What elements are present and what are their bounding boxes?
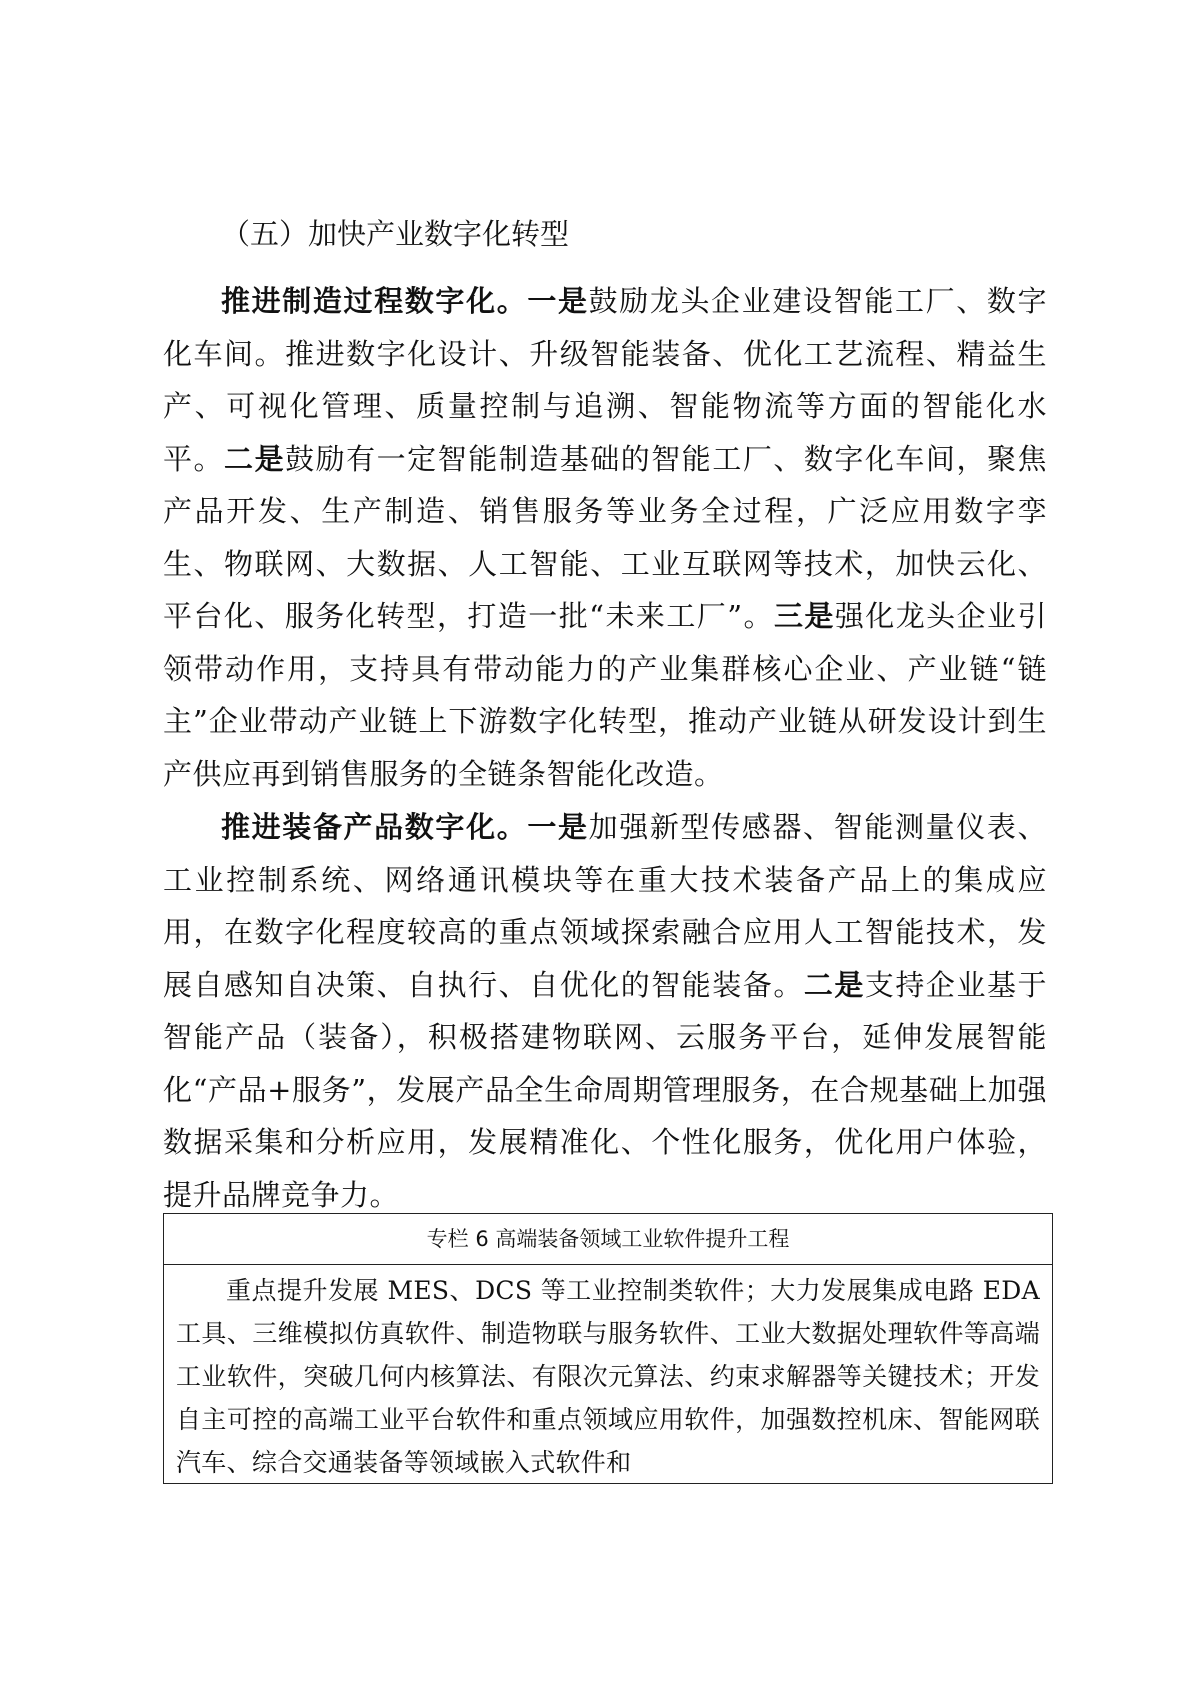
body-text — [163, 215, 1047, 1221]
paragraph-lead: 推进制造过程数字化。 — [221, 284, 528, 318]
item-marker: 一是 — [527, 284, 589, 318]
paragraph-manufacturing — [163, 275, 1047, 800]
section-heading: （五）加快产业数字化转型 — [221, 217, 570, 251]
paragraph-text: 加强新型传感器、智能测量仪表、工业控制系统、网络通讯模块等在重大技术装备产品上的集成应用，在数字化程度较高的重点领域探索融合应用人工智能技术，发展自感知自决策、自执行、自优化的智能装备。 — [163, 810, 1047, 1002]
column-box-title: 专栏 6 高端装备领域工业软件提升工程 — [164, 1214, 1052, 1265]
paragraph-text: 支持企业基于智能产品（装备），积极搭建物联网、云服务平台，延伸发展智能化“产品+服务”，发展产品全生命周期管理服务，在合规基础上加强数据采集和分析应用，发展精准化、个性化服务，优化用户体验，提升品牌竞争力。 — [163, 967, 1047, 1212]
paragraph-equipment — [163, 801, 1047, 1221]
column-box-body: 重点提升发展 MES、DCS 等工业控制类软件；大力发展集成电路 EDA 工具、三维模拟仿真软件、制造物联与服务软件、工业大数据处理软件等高端工业软件，突破几何内核算法、有限次元算法、约束求解器等关键技术；开发自主可控的高端工业平台软件和重点领域应用软件，加强数控机床、智能网联汽车、综合交通装备等领域嵌入式软件和 — [176, 1276, 1040, 1477]
item-marker: 三是 — [773, 599, 835, 633]
paragraph-text: 鼓励有一定智能制造基础的智能工厂、数字化车间，聚焦产品开发、生产制造、销售服务等业务全过程，广泛应用数字孪生、物联网、大数据、人工智能、工业互联网等技术，加快云化、平台化、服务化转型，打造一批“未来工厂”。 — [163, 441, 1047, 633]
item-marker: 二是 — [803, 967, 865, 1002]
column-box — [163, 1213, 1053, 1484]
paragraph-text: 鼓励龙头企业建设智能工厂、数字化车间。推进数字化设计、升级智能装备、优化工艺流程、精益生产、可视化管理、质量控制与追溯、智能物流等方面的智能化水平。 — [163, 284, 1047, 476]
paragraph-lead: 推进装备产品数字化。 — [221, 810, 528, 844]
paragraph-text: 强化龙头企业引领带动作用，支持具有带动能力的产业集群核心企业、产业链“链主”企业带动产业链上下游数字化转型，推动产业链从研发设计到生产供应再到销售服务的全链条智能化改造。 — [163, 599, 1047, 791]
item-marker: 一是 — [527, 810, 589, 844]
item-marker: 二是 — [224, 441, 286, 476]
